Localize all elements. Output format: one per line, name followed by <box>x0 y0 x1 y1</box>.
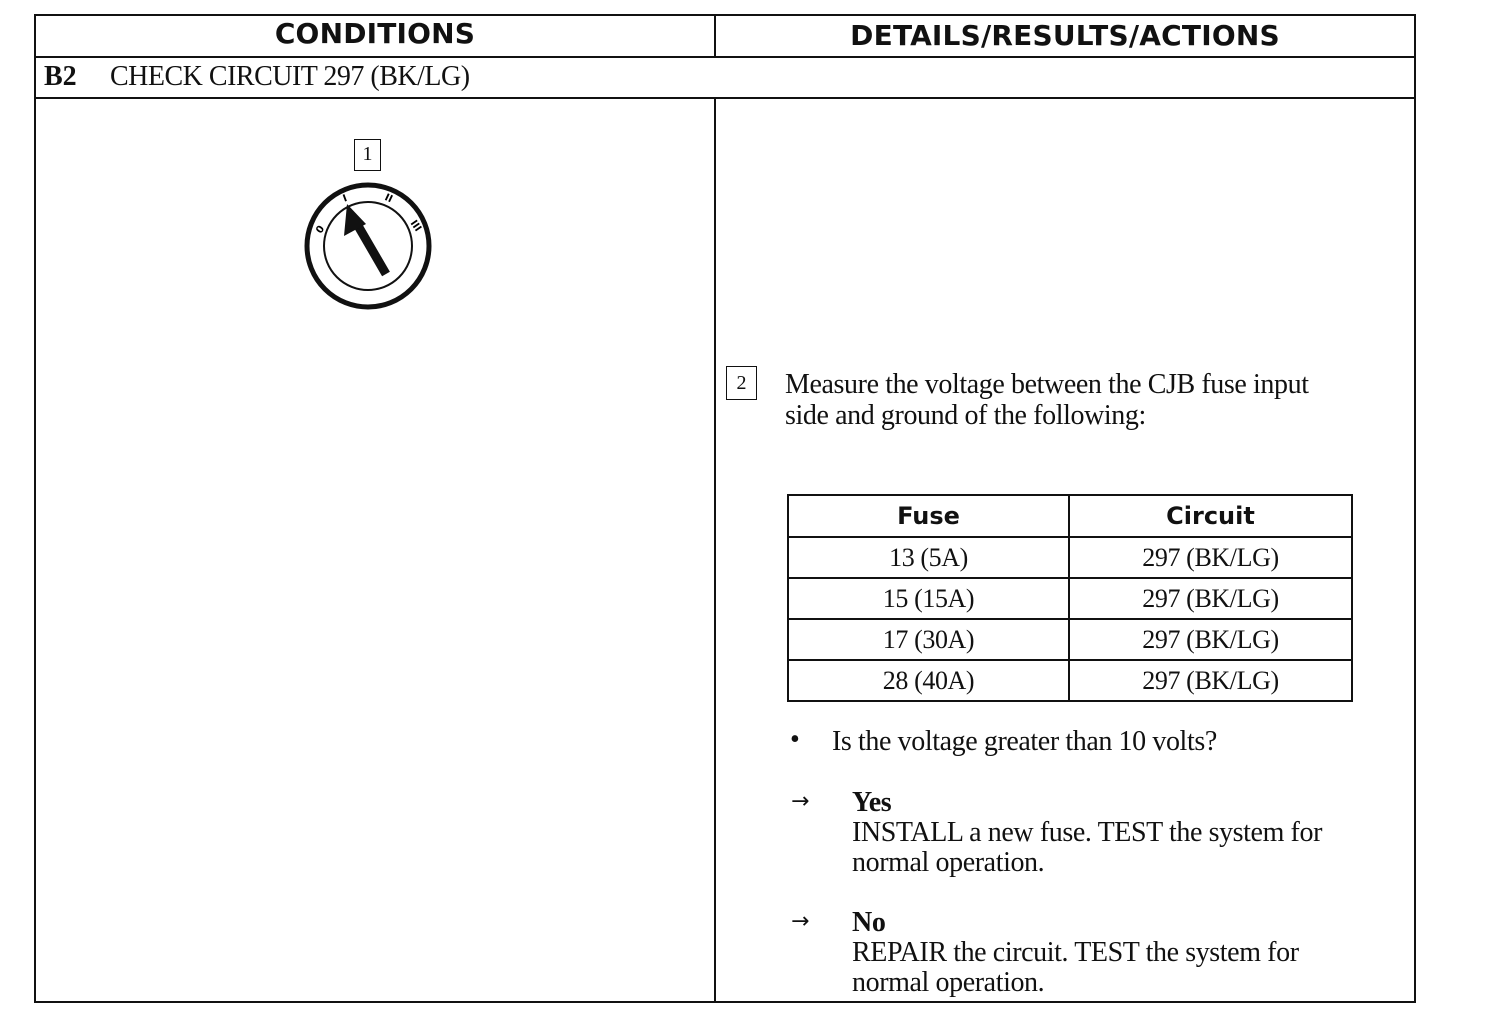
circuit-column-header: Circuit <box>1069 495 1352 537</box>
instruction-line-2: side and ground of the following: <box>785 400 1146 431</box>
no-label: No <box>852 907 886 938</box>
switch-label-I: I <box>341 193 349 205</box>
fuse-cell: 13 (5A) <box>788 537 1069 578</box>
circuit-cell: 297 (BK/LG) <box>1069 619 1352 660</box>
details-header: DETAILS/RESULTS/ACTIONS <box>850 19 1280 52</box>
yes-action-line-2: normal operation. <box>852 847 1045 878</box>
bullet-icon: • <box>790 724 800 755</box>
circuit-cell: 297 (BK/LG) <box>1069 578 1352 619</box>
table-row <box>788 578 1352 619</box>
table-row <box>788 660 1352 701</box>
ignition-switch-icon <box>300 180 436 312</box>
fuse-cell: 17 (30A) <box>788 619 1069 660</box>
fuse-table-header-row <box>788 495 1352 537</box>
callout-1: 1 <box>354 139 381 171</box>
table-row <box>788 619 1352 660</box>
conditions-header: CONDITIONS <box>274 17 476 50</box>
instruction-line-1: Measure the voltage between the CJB fuse input <box>785 369 1309 400</box>
step-title: CHECK CIRCUIT 297 (BK/LG) <box>110 61 470 92</box>
yes-label: Yes <box>852 787 892 818</box>
no-action-line-2: normal operation. <box>852 967 1045 998</box>
no-action-line-1: REPAIR the circuit. TEST the system for <box>852 937 1299 968</box>
circuit-cell: 297 (BK/LG) <box>1069 537 1352 578</box>
arrow-right-icon: → <box>791 789 810 814</box>
fuse-cell: 28 (40A) <box>788 660 1069 701</box>
switch-label-II: II <box>382 192 395 206</box>
switch-label-III: III <box>407 218 424 234</box>
table-row <box>788 537 1352 578</box>
step-id: B2 <box>44 61 77 92</box>
fuse-cell: 15 (15A) <box>788 578 1069 619</box>
header-underline <box>34 56 1416 58</box>
column-divider <box>714 97 716 1003</box>
fuse-table <box>787 494 1353 702</box>
callout-2: 2 <box>726 366 757 400</box>
yes-action-line-1: INSTALL a new fuse. TEST the system for <box>852 817 1322 848</box>
circuit-cell: 297 (BK/LG) <box>1069 660 1352 701</box>
fuse-column-header: Fuse <box>788 495 1069 537</box>
step-row-underline <box>34 97 1416 99</box>
switch-pointer-arrow <box>344 204 386 274</box>
question-text: Is the voltage greater than 10 volts? <box>832 726 1217 757</box>
switch-label-0: 0 <box>314 223 328 236</box>
arrow-right-icon: → <box>791 909 810 934</box>
